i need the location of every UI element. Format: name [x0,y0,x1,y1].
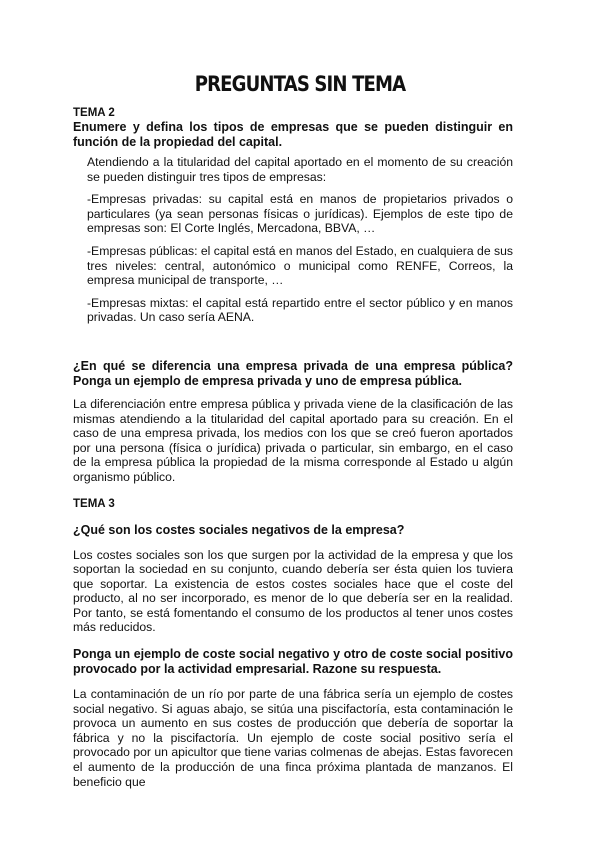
section-label-tema-3: TEMA 3 [73,497,115,510]
question-diferencia-empresas: ¿En qué se diferencia una empresa privada de una empresa pública? Ponga un ejemplo de empresa privada y uno de empresa pública. [73,358,513,388]
document-body [73,106,513,789]
answer-intro: Atendiendo a la titularidad del capital aportado en el momento de su creación se pueden distinguir tres tipos de empresas: [87,155,513,184]
answer-empresas-privadas: -Empresas privadas: su capital está en manos de propietarios privados o particulares (ya sean personas físicas o jurídicas). Ejemplos de este tipo de empresas son: El Corte Inglés, Mercadona, BBVA, … [87,192,513,236]
page-title: PREGUNTAS SIN TEMA [194,72,406,96]
answer-costes-sociales: Los costes sociales son los que surgen por la actividad de la empresa y que los soportan la sociedad en su conjunto, cuando debería ser ésta quien los tuviera que soportar. La existencia de estos costes sociales hace que el coste del producto, al no ser incorporado, es menor de lo que debería ser en la realidad. Por tanto, se está fomentando el consumo de los productos al tener unos costes más reducidos. [73,547,513,635]
question-tipos-empresas: Enumere y defina los tipos de empresas que se pueden distinguir en función de la propiedad del capital. [73,120,513,149]
answer-diferencia-empresas: La diferenciación entre empresa pública y privada viene de la clasificación de las mismas atendiendo a la titularidad del capital aportado para su creación. En el caso de una empresa privada, los medios con los que se creó fueron aportados por una persona (física o jurídica) privada o particular, sin embargo, en el caso de la empresa pública la propiedad de la misma corresponde al Estado u algún organismo público. [73,396,513,484]
question-ejemplo-costes: Ponga un ejemplo de coste social negativo y otro de coste social positivo provocado por la actividad empresarial. Razone su respuesta. [73,647,513,677]
section-label-tema-2: TEMA 2 [73,107,115,119]
answer-empresas-publicas: -Empresas públicas: el capital está en manos del Estado, en cualquiera de sus tres niveles: central, autonómico o municipal como RENFE, Correos, la empresa municipal de transporte, … [87,243,513,288]
question-costes-sociales: ¿Qué son los costes sociales negativos de la empresa? [73,522,405,537]
answer-ejemplo-costes: La contaminación de un río por parte de una fábrica sería un ejemplo de costes social negativo. Si aguas abajo, se sitúa una piscifactoría, esta contaminación le provoca un aumento en sus costes de producción que debería de soportar la fábrica y no la piscifactoría. Un ejemplo de coste social positivo sería el provocado por un apicultor que tiene varias colmenas de abejas. Estas favorecen el aumento de la producción de una finca próxima plantada de manzanos. El beneficio que [73,687,513,789]
answer-empresas-mixtas: -Empresas mixtas: el capital está repartido entre el sector público y en manos privadas. Un caso sería AENA. [87,295,513,325]
